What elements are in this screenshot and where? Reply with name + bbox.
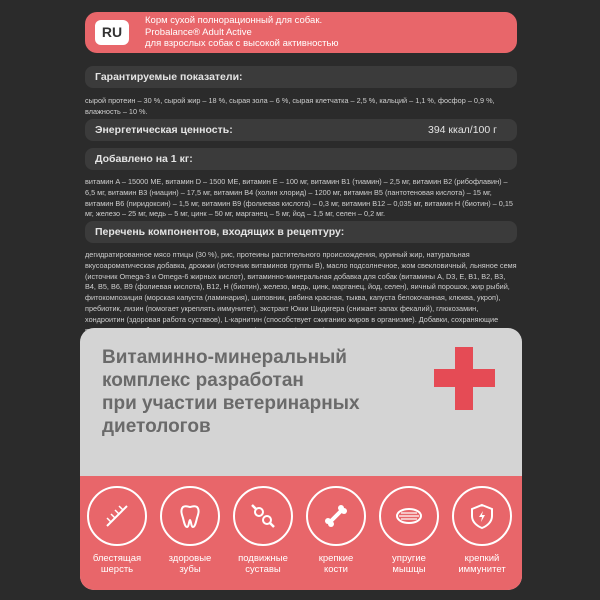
medical-cross-icon-bar bbox=[434, 369, 495, 387]
benefits-list bbox=[80, 476, 522, 590]
tooth-icon bbox=[160, 486, 220, 546]
energy-title: Энергетическая ценность: bbox=[95, 124, 233, 136]
joint-icon bbox=[233, 486, 293, 546]
ingredients-heading bbox=[85, 221, 517, 243]
promo-title-line1: Витаминно-минеральный bbox=[102, 347, 347, 368]
ingredients-title: Перечень компонентов, входящих в рецептуру: bbox=[95, 226, 345, 238]
product-title bbox=[145, 15, 515, 50]
ingredients-text: дегидратированное мясо птицы (30 %), рис, протеины растительного происхождения, куриный жир, натуральная вкусоароматическая добавка, дрожжи (источник витаминов группы B), масло подсолнечное, жом свекловичный, льняное семя (источник Omega-3 и Omega-6 жирных кислот), витаминно-минеральная добавка для собак (витамины A, D3, E, B1, B2, B3, B4, B5, B6, B9 (фолиевая кислота), B12, H (биотин), железо, медь, цинк, марганец, йод, селен), яичный порошок, жир рыбий, фитокомпозиция (морская капуста (ламинария), шиповник, рябина красная, тыква, капуста белокочанная, клюква, укроп), пребиотик, лизин (помогает укреплять иммунитет), экстракт Юкки Шидигера (снижает запах фекалий), глюкозамин, хондроитин (здоровая работа суставов), L-карнитин (способствует сжиганию жиров в организме). Добавки, сохраняющие bbox=[85, 250, 517, 324]
added-text: витамин A – 15000 МЕ, витамин D – 1500 МЕ, витамин E – 100 мг, витамин B1 (тиамин) – 2,5 мг, витамин B2 (рибофлавин) – 6,5 мг, витамин B3 (ниацин) – 17,5 мг, витамин B4 (холин хлорид) – 1200 мг, витамин B5 (пантотеновая кислота) – 15 мг, витамин B6 (пиридоксин) – 1,5 мг, витамин B9 (фолиевая кислота) – 0,3 мг, витамин B12 – 0,035 мг, витамин H (биотин) – 0,15 мг, железо – 25 мг, медь – 5 мг, цинк – 50 мг, марганец – 5 мг, йод – 1,5 мг, селен – 0,2 мг. bbox=[85, 177, 513, 219]
guaranteed-heading bbox=[85, 66, 517, 88]
benefit-label: блестящая шерсть bbox=[92, 553, 142, 575]
vitamin-promo-card bbox=[80, 328, 522, 590]
language-badge: RU bbox=[95, 20, 129, 45]
promo-title bbox=[102, 346, 402, 438]
benefit-label: крепкий иммунитет bbox=[458, 553, 506, 575]
product-name: Probalance® Adult Active bbox=[145, 26, 252, 38]
promo-title-line3: при участии ветеринарных bbox=[102, 393, 360, 414]
guaranteed-title: Гарантируемые показатели: bbox=[95, 71, 243, 83]
product-subtitle: для взрослых собак с высокой активностью bbox=[145, 38, 339, 49]
product-title-line1: Корм сухой полнорационный для собак. bbox=[145, 15, 323, 26]
benefit-label: крепкие кости bbox=[318, 553, 354, 575]
benefit-label: упругие мышцы bbox=[392, 553, 426, 575]
header-banner bbox=[85, 12, 517, 53]
promo-title-line4: диетологов bbox=[102, 416, 211, 437]
muscle-icon bbox=[379, 486, 439, 546]
brush-icon bbox=[87, 486, 147, 546]
guaranteed-text: сырой протеин – 30 %, сырой жир – 18 %, сырая зола – 6 %, сырая клетчатка – 2,5 %, кальций – 1,1 %, фосфор – 0,9 %, влажность – 10 %. bbox=[85, 96, 495, 116]
promo-title-line2: комплекс разработан bbox=[102, 370, 304, 391]
energy-value: 394 ккал/100 г bbox=[427, 124, 497, 136]
shield-icon bbox=[452, 486, 512, 546]
benefit-label: подвижные суставы bbox=[238, 553, 288, 575]
added-title: Добавлено на 1 кг: bbox=[95, 153, 193, 165]
benefit-label: здоровые зубы bbox=[168, 553, 212, 575]
bone-icon bbox=[306, 486, 366, 546]
added-heading bbox=[85, 148, 517, 170]
energy-heading bbox=[85, 119, 517, 141]
